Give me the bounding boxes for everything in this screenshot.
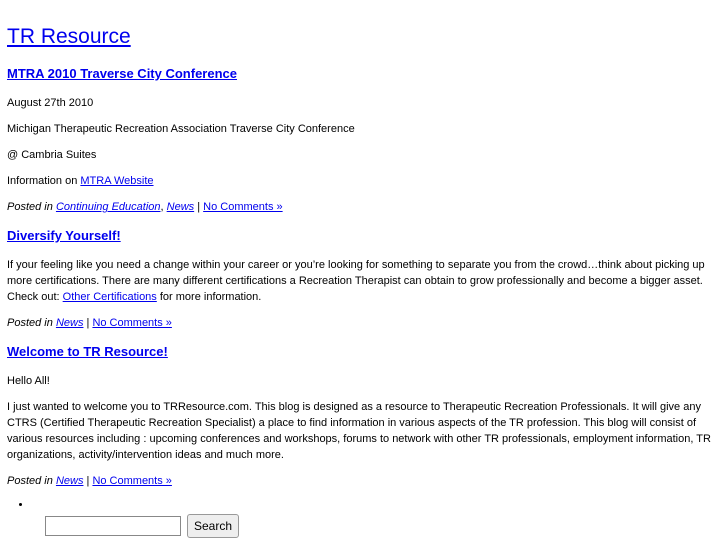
- comments-link[interactable]: No Comments »: [92, 475, 172, 487]
- category-link[interactable]: News: [55, 317, 84, 329]
- post-title-link[interactable]: Welcome to TR Resource!: [7, 344, 168, 359]
- comments-link[interactable]: No Comments »: [92, 317, 172, 329]
- site-title-link[interactable]: TR Resource: [7, 25, 131, 48]
- post: [7, 344, 720, 489]
- post: [7, 228, 720, 331]
- widget-list: [7, 499, 720, 515]
- category-link[interactable]: News: [166, 201, 195, 213]
- category-link[interactable]: News: [55, 475, 84, 487]
- post-body: I just wanted to welcome you to TRResource.com. This blog is designed as a resource to Therapeutic Recreation Professionals. It will give any CTRS (Certified Therapeutic Recreation Specialist) a place to find information in various aspects of the TR profession. This blog will consist of various resources including : upcoming conferences and workshops, forums to network with other TR professionals, employment information, TR organizations, activity/intervention ideas and much more.: [7, 401, 711, 461]
- comments-link[interactable]: No Comments »: [203, 201, 283, 213]
- other-certifications-link[interactable]: Other Certifications: [62, 291, 157, 303]
- info-prefix: Information on: [7, 175, 81, 187]
- posted-in-label: Posted in: [7, 317, 53, 329]
- post-meta: [7, 199, 720, 215]
- category-link[interactable]: Continuing Education: [55, 201, 161, 213]
- posted-in-label: Posted in: [7, 201, 53, 213]
- post-title: [7, 344, 720, 360]
- post-body-text: If your feeling like you need a change within your career or you’re looking for something to separate you from the crowd…think about picking up more certifications. There are many different certifications a Recreation Therapist can obtain to grow professionally and become a bigger asset. Check out:: [7, 259, 705, 303]
- post-info: [7, 173, 720, 189]
- meta-divider: |: [86, 475, 90, 487]
- search-widget: [32, 499, 720, 515]
- post-meta: [7, 473, 720, 489]
- post-title: [7, 66, 720, 82]
- post-body-tail: for more information.: [156, 291, 262, 303]
- mtra-website-link[interactable]: MTRA Website: [80, 175, 154, 187]
- post-meta: [7, 315, 720, 331]
- post-title: [7, 228, 720, 244]
- post-body-line: Michigan Therapeutic Recreation Association Traverse City Conference: [7, 123, 355, 135]
- post-title-link[interactable]: MTRA 2010 Traverse City Conference: [7, 66, 238, 81]
- meta-divider: |: [197, 201, 201, 213]
- meta-divider: |: [86, 317, 90, 329]
- search-input[interactable]: [45, 516, 181, 536]
- posted-in-label: Posted in: [7, 475, 53, 487]
- post-body: [7, 257, 720, 305]
- site-title: [7, 0, 720, 50]
- category-separator: ,: [160, 201, 164, 213]
- post-title-link[interactable]: Diversify Yourself!: [7, 228, 121, 243]
- post: [7, 66, 720, 215]
- search-form: [45, 514, 720, 538]
- post-greeting: Hello All!: [7, 375, 50, 387]
- search-button[interactable]: Search: [187, 514, 239, 538]
- post-date: August 27th 2010: [7, 97, 94, 109]
- post-body-line: @ Cambria Suites: [7, 149, 97, 161]
